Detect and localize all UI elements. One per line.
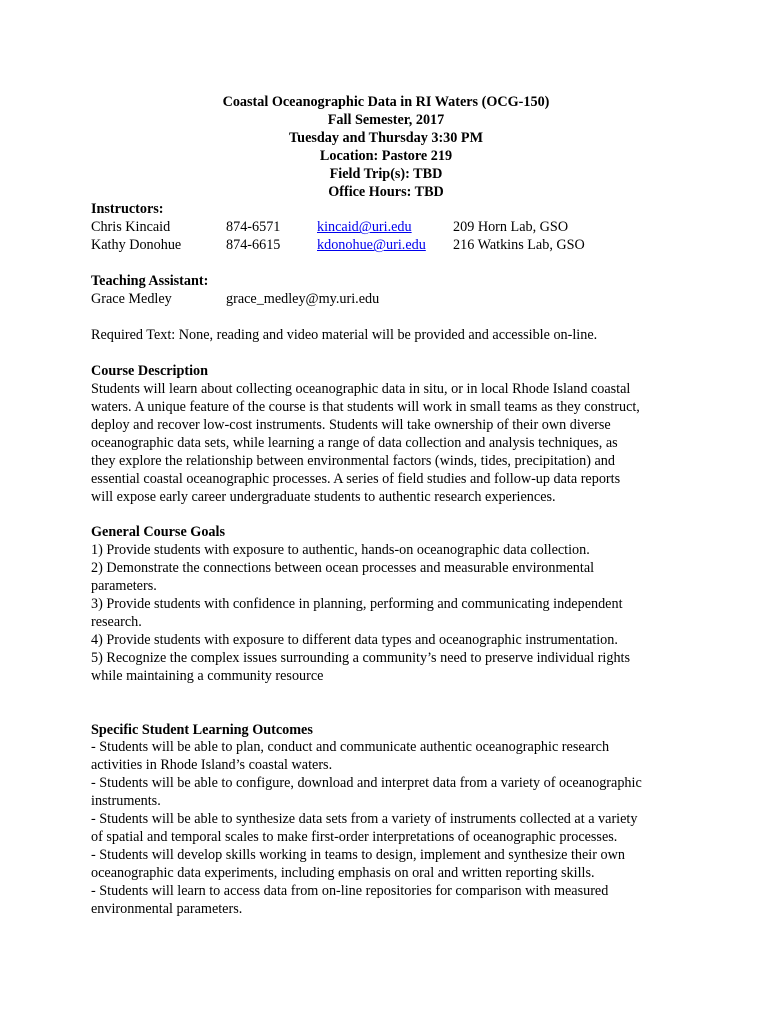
outcomes-list [91,739,691,918]
instructor-row [91,219,691,237]
office-hours: Office Hours: TBD [328,183,444,200]
list-item: - Students will develop skills working in teams to design, implement and synthesize their own [91,846,625,863]
list-item: 4) Provide students with exposure to different data types and oceanographic instrumentation. [91,631,618,648]
paragraph-line: essential coastal oceanographic processes. A series of field studies and follow-up data reports [91,470,621,487]
syllabus [91,94,691,919]
goals-heading: General Course Goals [91,524,225,541]
ta-row [91,291,691,309]
list-item: 5) Recognize the complex issues surrounding a community’s need to preserve individual rights [91,649,631,666]
paragraph-line: they explore the relationship between environmental factors (winds, tides, precipitation) and [91,452,615,469]
required-text: Required Text: None, reading and video material will be provided and accessible on-line. [91,327,598,344]
outcomes-heading: Specific Student Learning Outcomes [91,721,313,738]
list-item: instruments. [91,793,161,810]
semester: Fall Semester, 2017 [327,111,445,128]
course-header [91,94,681,201]
list-item: activities in Rhode Island’s coastal waters. [91,757,333,774]
paragraph-line: waters. A unique feature of the course is that students will work in small teams as they construct, [91,398,640,415]
list-item: - Students will be able to plan, conduct and communicate authentic oceanographic research [91,739,610,756]
meeting-time: Tuesday and Thursday 3:30 PM [289,129,483,146]
list-item: parameters. [91,578,157,595]
instructors-heading: Instructors: [91,201,164,218]
list-item: oceanographic data experiments, including emphasis on oral and written reporting skills. [91,864,595,881]
paragraph-line: deploy and recover low-cost instruments. Students will take ownership of their own diverse [91,416,611,433]
ta-email: grace_medley@my.uri.edu [226,291,380,308]
list-item: 2) Demonstrate the connections between ocean processes and measurable environmental [91,560,595,577]
instructor-office: 209 Horn Lab, GSO [453,219,569,236]
instructor-email-link[interactable]: kdonohue@uri.edu [317,237,426,254]
paragraph-line: oceanographic data sets, while learning a range of data collection and analysis techniques, as [91,434,618,451]
list-item: - Students will be able to configure, download and interpret data from a variety of oceanographic [91,775,642,792]
instructor-row [91,237,691,255]
list-item: - Students will learn to access data from on-line repositories for comparison with measured [91,882,609,899]
list-item: research. [91,613,142,630]
list-item: 1) Provide students with exposure to authentic, hands-on oceanographic data collection. [91,542,590,559]
instructor-phone: 874-6615 [226,237,281,254]
list-item: while maintaining a community resource [91,667,324,684]
course-description-body [91,381,691,506]
instructor-phone: 874-6571 [226,219,281,236]
instructor-name: Kathy Donohue [91,237,182,254]
field-trips: Field Trip(s): TBD [329,165,443,182]
paragraph-line: will expose early career undergraduate students to authentic research experiences. [91,488,556,505]
ta-name: Grace Medley [91,291,172,308]
location: Location: Pastore 219 [319,147,453,164]
instructor-office: 216 Watkins Lab, GSO [453,237,585,254]
goals-list [91,542,691,685]
course-description-heading: Course Description [91,363,209,380]
list-item: environmental parameters. [91,900,243,917]
course-title: Coastal Oceanographic Data in RI Waters (OCG-150) [222,94,550,110]
list-item: - Students will be able to synthesize data sets from a variety of instruments collected at a variety [91,811,638,828]
paragraph-line: Students will learn about collecting oceanographic data in situ, or in local Rhode Island coastal [91,381,631,398]
list-item: of spatial and temporal scales to make first-order interpretations of oceanographic processes. [91,829,618,845]
list-item: 3) Provide students with confidence in planning, performing and communicating independent [91,596,623,613]
ta-heading: Teaching Assistant: [91,273,209,290]
instructor-name: Chris Kincaid [91,219,171,236]
instructor-email-link[interactable]: kincaid@uri.edu [317,219,412,236]
